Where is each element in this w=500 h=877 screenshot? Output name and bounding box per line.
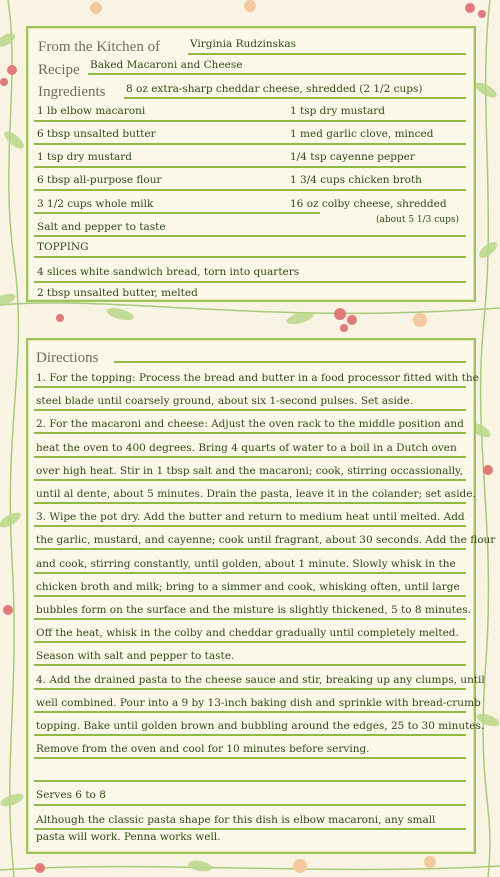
direction-rule: [34, 525, 466, 527]
direction-rule: [34, 386, 466, 388]
ingredient-item: 1/4 tsp cayenne pepper: [290, 151, 415, 163]
topping-item: 4 slices white sandwich bread, torn into quarters: [37, 266, 300, 278]
ingredient-item: 3 1/2 cups whole milk: [37, 198, 154, 210]
direction-rule: [34, 595, 466, 597]
direction-line: chicken broth and milk; bring to a simmer and cook, whisking often, until large: [36, 580, 460, 593]
ingredient-rule: [34, 256, 466, 258]
direction-rule: [34, 734, 466, 736]
direction-line: Remove from the oven and cool for 10 minutes before serving.: [36, 743, 370, 756]
direction-line: over high heat. Stir in 1 tbsp salt and the macaroni; cook, stirring occassionally,: [36, 464, 463, 477]
recipe-rule: [88, 73, 466, 75]
ingredient-item: 1 tsp dry mustard: [37, 151, 133, 163]
direction-line: and cook, stirring constantly, until golden, about 1 minute. Slowly whisk in the: [36, 557, 456, 570]
directions-rule: [34, 804, 466, 806]
direction-rule: [34, 432, 466, 434]
direction-line: until al dente, about 5 minutes. Drain the pasta, leave it in the colander; set aside.: [36, 488, 476, 500]
ingredient-item: 1 lb elbow macaroni: [37, 105, 146, 117]
topping-heading: TOPPING: [37, 241, 89, 253]
ingredient-rule: [34, 143, 466, 145]
direction-line: 1. For the topping: Process the bread and butter in a food processor fitted with the: [36, 372, 479, 384]
direction-line: steel blade until coarsely ground, about six 1-second pulses. Set aside.: [36, 395, 414, 408]
direction-rule: [34, 711, 466, 713]
direction-line: bubbles form on the surface and the misture is slightly thickened, 5 to 8 minutes.: [36, 604, 471, 616]
ingredient-rule: [34, 235, 466, 237]
direction-rule: [34, 664, 466, 666]
ingredients-label: Ingredients: [38, 84, 106, 100]
colby-note: (about 5 1/3 cups): [376, 215, 459, 225]
direction-line: 3. Wipe the pot dry. Add the butter and return to medium heat until melted. Add: [36, 511, 465, 524]
ingredient-rule: [34, 166, 466, 168]
ingredient-rule: [34, 281, 466, 283]
ingredient-item: 1 med garlic clove, minced: [290, 128, 434, 140]
recipe-value: Baked Macaroni and Cheese: [90, 59, 243, 71]
kitchen-label: From the Kitchen of: [38, 39, 161, 55]
directions-label: Directions: [36, 350, 99, 366]
direction-rule: [34, 618, 466, 620]
ingredients-rule: [124, 97, 466, 99]
direction-rule: [34, 479, 466, 481]
direction-rule: [34, 780, 466, 782]
direction-line: topping. Bake until golden brown and bubbling around the edges, 25 to 30 minutes.: [36, 720, 485, 732]
direction-rule: [34, 572, 466, 574]
ingredient-item: 8 oz extra-sharp cheddar cheese, shredded (2 1/2 cups): [126, 83, 423, 95]
direction-line: Off the heat, whisk in the colby and cheddar gradually until completely melted.: [36, 627, 459, 640]
recipe-label: Recipe: [38, 62, 80, 78]
ingredient-item: 1 3/4 cups chicken broth: [290, 174, 422, 186]
kitchen-value: Virginia Rudzinskas: [190, 38, 297, 50]
ingredient-item: 6 tbsp unsalted butter: [37, 128, 156, 140]
direction-rule: [34, 502, 466, 504]
ingredient-rule: [34, 189, 466, 191]
ingredient-rule: [34, 120, 466, 122]
note-line: Although the classic pasta shape for this dish is elbow macaroni, any small: [36, 814, 436, 826]
direction-rule: [34, 548, 466, 550]
direction-rule: [34, 641, 466, 643]
ingredient-item: 6 tbsp all-purpose flour: [37, 174, 162, 186]
direction-rule: [34, 456, 466, 458]
direction-line: Season with salt and pepper to taste.: [36, 650, 235, 663]
ingredient-item: 16 oz colby cheese, shredded: [290, 198, 447, 210]
direction-rule: [34, 757, 466, 759]
direction-line: the garlic, mustard, and cayenne; cook until fragrant, about 30 seconds. Add the flour: [36, 534, 496, 547]
direction-line: 4. Add the drained pasta to the cheese sauce and stir, breaking up any clumps, until: [36, 673, 485, 686]
serves-text: Serves 6 to 8: [36, 789, 106, 801]
ingredient-rule: [34, 212, 320, 214]
directions-rule: [114, 361, 466, 363]
ingredient-item: Salt and pepper to taste: [37, 221, 166, 233]
topping-item: 2 tbsp unsalted butter, melted: [37, 287, 198, 299]
direction-line: well combined. Pour into a 9 by 13-inch baking dish and sprinkle with bread-crumb: [36, 696, 481, 709]
direction-rule: [34, 688, 466, 690]
kitchen-rule: [188, 53, 466, 55]
ingredient-item: 1 tsp dry mustard: [290, 105, 386, 117]
direction-line: 2. For the macaroni and cheese: Adjust the oven rack to the middle position and: [36, 418, 464, 431]
direction-rule: [34, 409, 466, 411]
direction-line: heat the oven to 400 degrees. Bring 4 quarts of water to a boil in a Dutch oven: [36, 441, 457, 454]
note-line: pasta will work. Penna works well.: [36, 831, 221, 843]
